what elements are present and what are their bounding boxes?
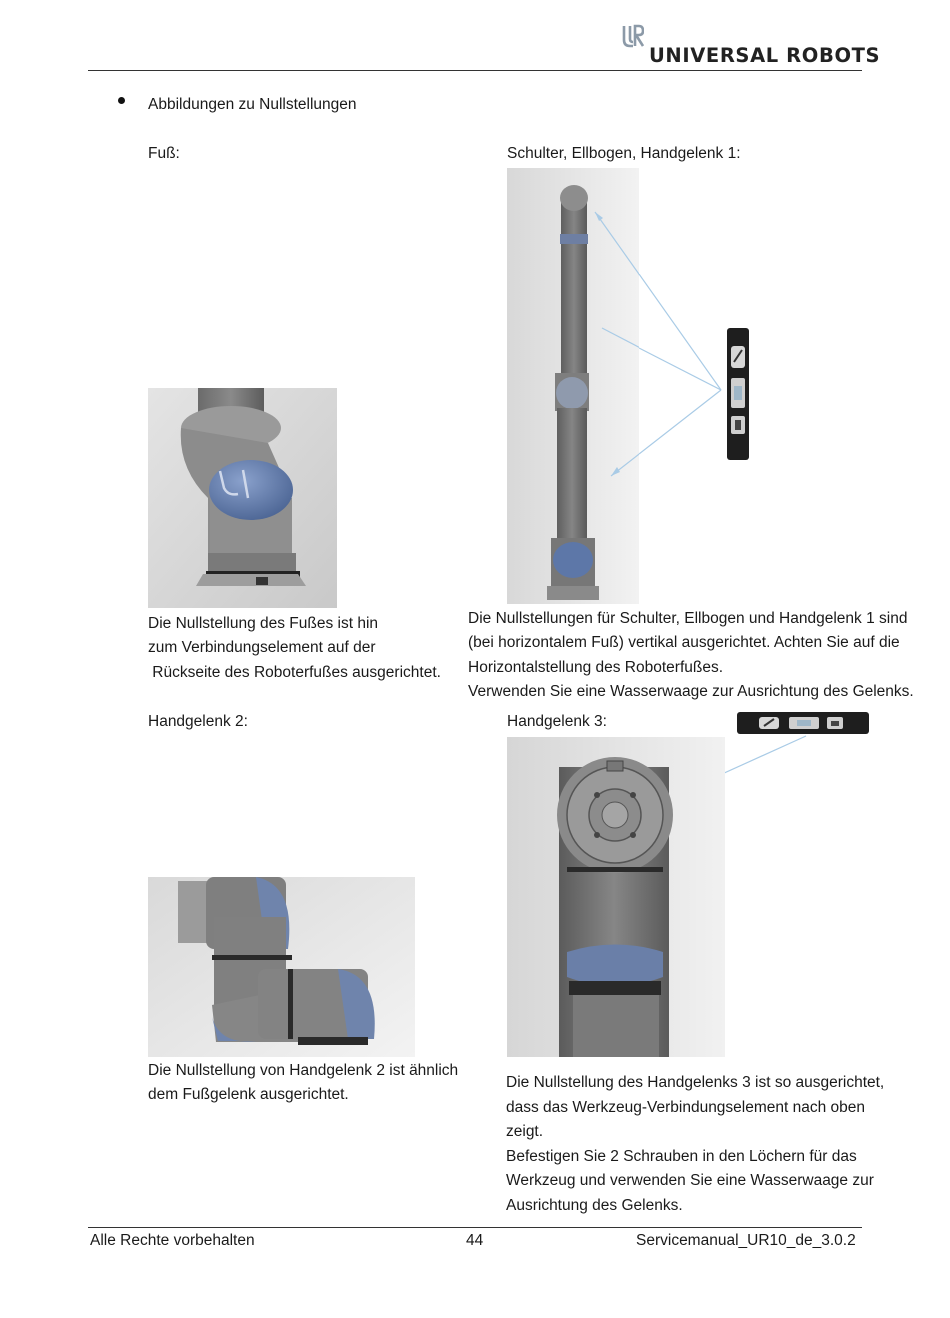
- wrist2-caption-line: dem Fußgelenk ausgerichtet.: [148, 1086, 349, 1103]
- foot-image: [148, 388, 337, 608]
- bullet-marker: [118, 97, 125, 104]
- document-id: Servicemanual_UR10_de_3.0.2: [636, 1232, 856, 1249]
- wrist2-label: Handgelenk 2:: [148, 713, 248, 730]
- ur-logo-icon: [622, 24, 644, 48]
- spirit-level-vertical-icon: [726, 328, 750, 460]
- wrist3-caption-line: Werkzeug und verwenden Sie eine Wasserwaage zur: [506, 1172, 874, 1189]
- wrist3-caption-line: Befestigen Sie 2 Schrauben in den Löchern für das: [506, 1148, 857, 1165]
- shoulder-image: [507, 168, 639, 604]
- level-arrows: [639, 168, 729, 498]
- shoulder-caption-line: Horizontalstellung des Roboterfußes.: [468, 659, 724, 676]
- footer-copyright: Alle Rechte vorbehalten: [90, 1232, 255, 1249]
- footer-rule: [88, 1227, 862, 1228]
- header-rule: [88, 70, 862, 71]
- brand-logo: [622, 24, 881, 67]
- wrist3-caption-line: Die Nullstellung des Handgelenks 3 ist so ausgerichtet,: [506, 1074, 885, 1091]
- page-number: 44: [466, 1232, 484, 1249]
- foot-caption-line: Die Nullstellung des Fußes ist hin: [148, 615, 379, 632]
- wrist2-image: [148, 877, 415, 1057]
- section-title: Abbildungen zu Nullstellungen: [148, 96, 357, 113]
- foot-caption-line: Rückseite des Roboterfußes ausgerichtet.: [148, 664, 441, 681]
- spirit-level-horizontal-icon: [737, 710, 869, 736]
- wrist2-caption-line: Die Nullstellung von Handgelenk 2 ist ähnlich: [148, 1062, 459, 1079]
- brand-name: UNIVERSAL ROBOTS: [649, 44, 881, 67]
- shoulder-caption-line: (bei horizontalem Fuß) vertikal ausgerichtet. Achten Sie auf die: [468, 634, 900, 651]
- wrist3-image: [507, 737, 725, 1057]
- wrist3-caption-line: Ausrichtung des Gelenks.: [506, 1197, 683, 1214]
- shoulder-caption-line: Verwenden Sie eine Wasserwaage zur Ausrichtung des Gelenks.: [468, 683, 914, 700]
- wrist3-caption-line: zeigt.: [506, 1123, 544, 1140]
- shoulder-label: Schulter, Ellbogen, Handgelenk 1:: [507, 145, 741, 162]
- foot-label: Fuß:: [148, 145, 180, 162]
- wrist3-caption-line: dass das Werkzeug-Verbindungselement nach oben: [506, 1099, 866, 1116]
- shoulder-caption-line: Die Nullstellungen für Schulter, Ellbogen und Handgelenk 1 sind: [468, 610, 908, 627]
- foot-caption-line: zum Verbindungselement auf der: [148, 639, 376, 656]
- wrist3-label: Handgelenk 3:: [507, 713, 607, 730]
